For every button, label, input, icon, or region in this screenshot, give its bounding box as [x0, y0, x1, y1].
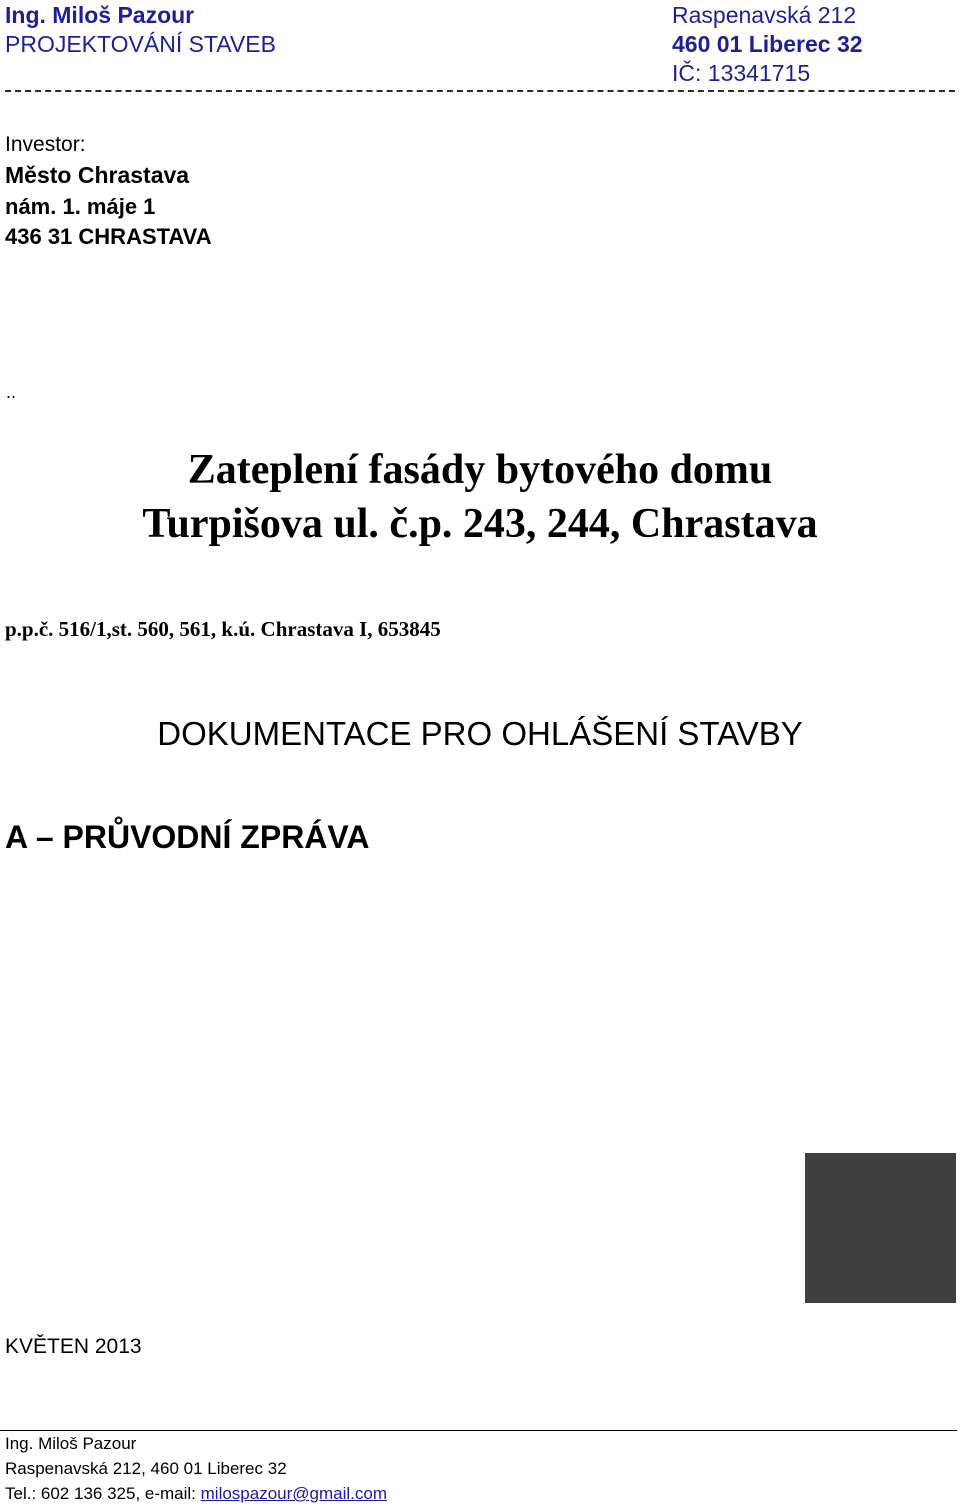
- investor-label: Investor:: [5, 133, 86, 156]
- section-title: A – PRŮVODNÍ ZPRÁVA: [5, 819, 370, 855]
- investor-name: Město Chrastava: [5, 162, 190, 188]
- footer-name: Ing. Miloš Pazour: [5, 1434, 137, 1453]
- designer-profession: PROJEKTOVÁNÍ STAVEB: [5, 31, 276, 57]
- designer-ic: IČ: 13341715: [672, 60, 811, 86]
- document-type: DOKUMENTACE PRO OHLÁŠENÍ STAVBY: [157, 715, 803, 752]
- designer-name: Ing. Miloš Pazour: [5, 2, 195, 28]
- investor-address: nám. 1. máje 1: [5, 194, 156, 219]
- project-title-line-1: Zateplení fasády bytového domu: [187, 447, 773, 493]
- footer-contact-prefix: Tel.: 602 136 325, e-mail:: [5, 1484, 201, 1503]
- investor-postal: 436 31 CHRASTAVA: [5, 224, 212, 249]
- document-date: KVĚTEN 2013: [5, 1335, 142, 1358]
- project-title-line-2: Turpišova ul. č.p. 243, 244, Chrastava: [142, 501, 818, 547]
- footer-address: Raspenavská 212, 460 01 Liberec 32: [5, 1459, 287, 1478]
- footer-divider: [0, 1430, 957, 1431]
- footer-contact: [5, 1483, 387, 1505]
- stamp-box: [805, 1153, 956, 1303]
- header-divider: [5, 90, 955, 93]
- designer-street: Raspenavská 212: [672, 2, 857, 28]
- designer-city: 460 01 Liberec 32: [672, 31, 863, 57]
- dots-mark: ..: [6, 382, 17, 402]
- email-link[interactable]: milospazour@gmail.com: [200, 1484, 387, 1503]
- parcel-info: p.p.č. 516/1,st. 560, 561, k.ú. Chrastava I, 653845: [5, 617, 441, 641]
